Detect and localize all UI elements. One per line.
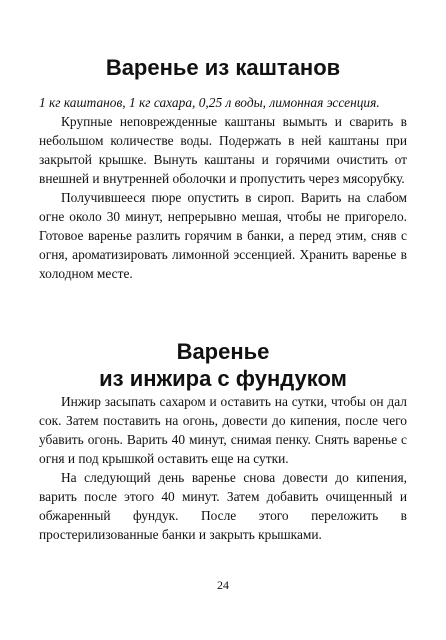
recipe-body-fig-hazelnut-jam bbox=[39, 392, 407, 544]
recipe-body-chestnut-jam bbox=[39, 93, 407, 283]
recipe-title-chestnut-jam: Варенье из каштанов bbox=[105, 55, 341, 80]
recipe-title-line: Варенье bbox=[176, 339, 270, 364]
recipe-title-fig-hazelnut-jam bbox=[0, 338, 446, 392]
recipe-title-line: из инжира с фундуком bbox=[99, 366, 347, 391]
recipe-paragraph: Крупные неповрежденные каштаны вымыть и сварить в небольшом количестве воды. Подержать в ней каштаны при закрытой крышке. Вынуть каштаны и горячими очистить от внешней и внутренней оболочки и пропустить через мясорубку. bbox=[39, 114, 407, 186]
recipe-paragraph: На следующий день варенье снова довести до кипения, варить после этого 40 минут. Затем добавить очищенный и обжаренный фундук. После этого переложить в простерилизованные банки и закрыть крышками. bbox=[39, 470, 407, 542]
page-number: 24 bbox=[217, 578, 229, 592]
ingredients-list: 1 кг каштанов, 1 кг сахара, 0,25 л воды, лимонная эссенция. bbox=[39, 95, 380, 110]
recipe-paragraph: Получившееся пюре опустить в сироп. Варить на слабом огне около 30 минут, непрерывно мешая, чтобы не пригорело. Готовое варенье разлить горячим в банки, а перед этим, сняв с огня, ароматизировать лимонной эссенцией. Хранить варенье в холодном месте. bbox=[39, 190, 407, 281]
recipe-paragraph: Инжир засыпать сахаром и оставить на сутки, чтобы он дал сок. Затем поставить на огонь, довести до кипения, после чего убавить огонь. Варить 40 минут, снимая пенку. Снять варенье с огня и под крышкой оставить еще на сутки. bbox=[39, 394, 407, 466]
